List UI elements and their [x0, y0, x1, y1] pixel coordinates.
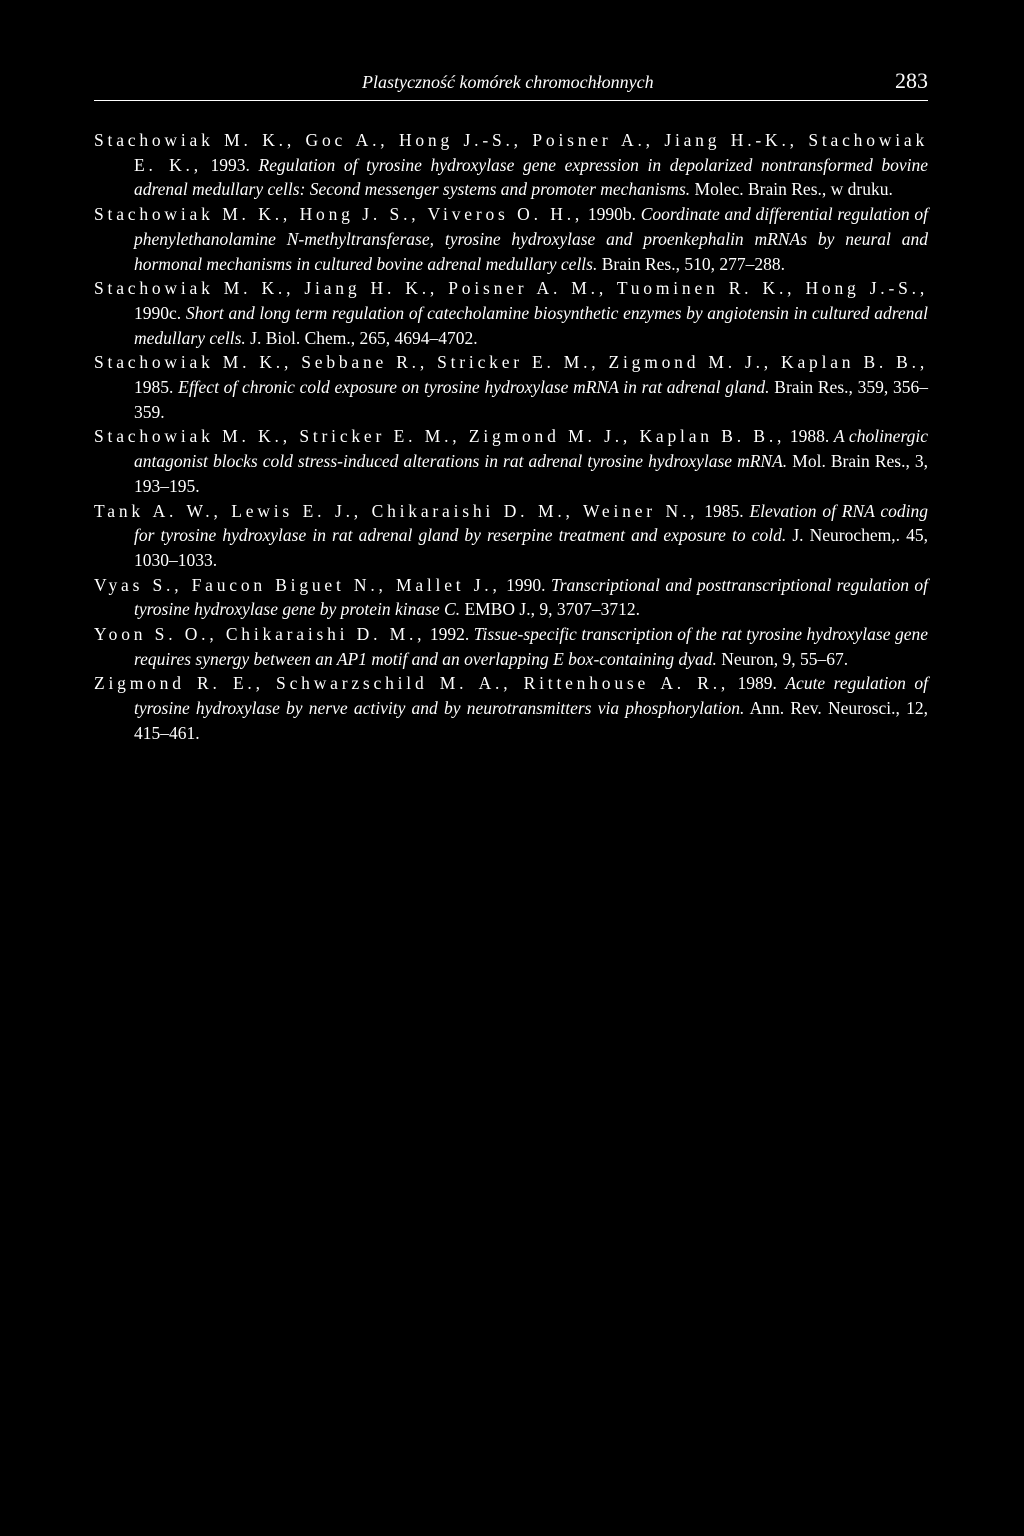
- page-number: 283: [895, 68, 928, 93]
- reference-title: A cholinergic antagonist blocks cold stress-induced alterations in rat adrenal tyrosine hydroxylase mRNA.: [134, 426, 928, 472]
- reference-source: J. Biol. Chem., 265, 4694–4702.: [250, 327, 478, 348]
- reference-authors: Zigmond R. E., Schwarzschild M. A., Rittenhouse A. R.,: [94, 673, 730, 694]
- reference-entry: [94, 276, 928, 350]
- reference-title: Effect of chronic cold exposure on tyrosine hydroxylase mRNA in rat adrenal gland.: [178, 377, 770, 398]
- reference-entry: [94, 499, 928, 573]
- reference-list: [94, 128, 928, 746]
- reference-title: Regulation of tyrosine hydroxylase gene expression in depolarized nontransformed bovine adrenal medullary cells: Second messenger systems and promoter mechanisms.: [134, 154, 929, 200]
- reference-title: Short and long term regulation of catecholamine biosynthetic enzymes by angiotensin in cultured adrenal medullary cells.: [134, 302, 929, 348]
- reference-authors: Stachowiak M. K., Goc A., Hong J.-S., Poisner A., Jiang H.-K., Stachowiak E. K.,: [94, 130, 928, 175]
- reference-authors: Stachowiak M. K., Stricker E. M., Zigmond M. J., Kaplan B. B.,: [94, 426, 786, 447]
- reference-year: 1990c.: [134, 302, 182, 323]
- running-title: Plastyczność komórek chromochłonnych: [362, 72, 654, 92]
- reference-year: 1988.: [789, 426, 830, 447]
- reference-year: 1990b.: [587, 204, 636, 225]
- reference-entry: [94, 671, 928, 745]
- reference-year: 1993.: [210, 154, 250, 175]
- reference-title: Transcriptional and posttranscriptional regulation of tyrosine hydroxylase gene by protein kinase C.: [134, 574, 929, 620]
- reference-source: Molec. Brain Res., w druku.: [694, 179, 893, 200]
- reference-authors: Stachowiak M. K., Hong J. S., Viveros O. H.,: [94, 204, 584, 225]
- reference-year: 1992.: [429, 624, 470, 645]
- reference-authors: Vyas S., Faucon Biguet N., Mallet J.,: [94, 574, 501, 595]
- reference-source: Brain Res., 359, 356–359.: [134, 377, 929, 422]
- reference-entry: [94, 202, 928, 276]
- reference-authors: Stachowiak M. K., Jiang H. K., Poisner A. M., Tuominen R. K., Hong J.-S.,: [94, 278, 928, 299]
- reference-authors: Stachowiak M. K., Sebbane R., Stricker E. M., Zigmond M. J., Kaplan B. B.,: [94, 352, 928, 373]
- reference-year: 1990.: [506, 574, 546, 595]
- reference-title: Acute regulation of tyrosine hydroxylase by nerve activity and by neurotransmitters via phosphorylation.: [134, 673, 928, 719]
- reference-source: J. Neurochem,. 45, 1030–1033.: [134, 525, 929, 570]
- reference-title: Tissue-specific transcription of the rat tyrosine hydroxylase gene requires synergy between an AP1 motif and an overlapping E box-containing dyad.: [134, 624, 929, 669]
- reference-authors: Tank A. W., Lewis E. J., Chikaraishi D. M., Weiner N.,: [94, 500, 699, 521]
- reference-entry: [94, 350, 928, 424]
- page-header: [94, 66, 928, 101]
- reference-entry: [94, 573, 928, 622]
- reference-entry: [94, 424, 928, 498]
- reference-authors: Yoon S. O., Chikaraishi D. M.,: [94, 624, 426, 645]
- reference-entry: [94, 622, 928, 671]
- reference-source: EMBO J., 9, 3707–3712.: [464, 599, 640, 620]
- reference-source: Mol. Brain Res., 3, 193–195.: [134, 451, 929, 496]
- reference-year: 1985.: [134, 377, 174, 398]
- reference-entry: [94, 128, 928, 202]
- reference-title: Elevation of RNA coding for tyrosine hydroxylase in rat adrenal gland by reserpine treatment and exposure to cold.: [134, 500, 929, 546]
- reference-source: Ann. Rev. Neurosci., 12, 415–461.: [134, 698, 928, 743]
- reference-source: Neuron, 9, 55–67.: [721, 648, 849, 669]
- reference-year: 1989.: [737, 673, 777, 694]
- reference-year: 1985.: [704, 500, 744, 521]
- reference-title: Coordinate and differential regulation of phenylethanolamine N-methyltransferase, tyrosine hydroxylase and proenkephalin mRNAs by neural and hormonal mechanisms in cultured bovine adrenal medullary cells.: [134, 204, 929, 274]
- reference-source: Brain Res., 510, 277–288.: [601, 253, 785, 274]
